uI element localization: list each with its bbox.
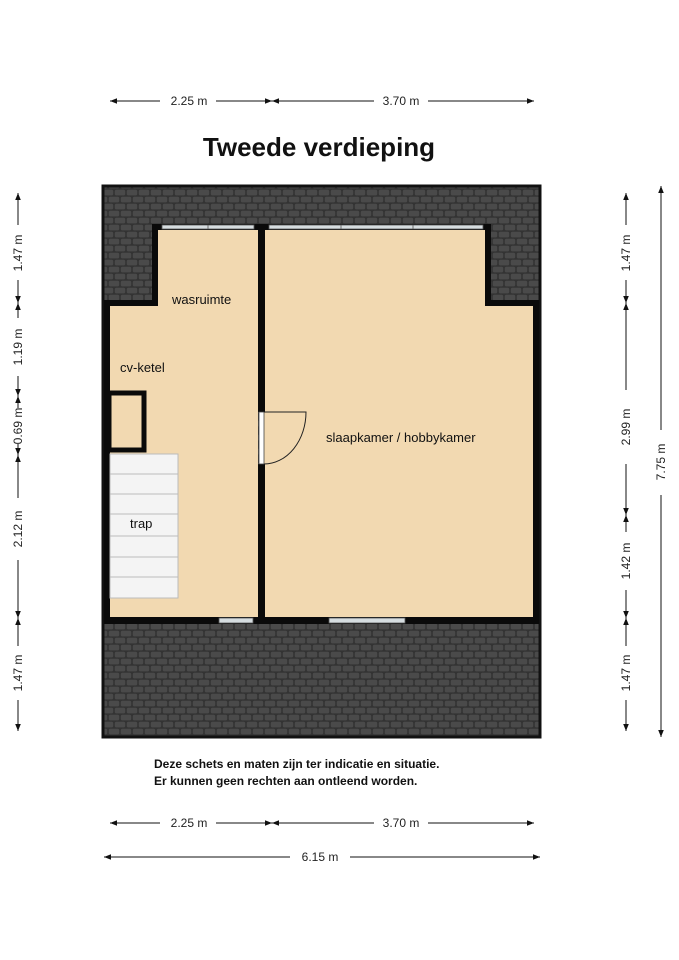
label-cv-ketel: cv-ketel: [120, 360, 165, 375]
dim-right-3: 1.42 m: [619, 542, 633, 580]
dim-right-1: 1.47 m: [619, 234, 633, 272]
dim-bottom-right: 3.70 m: [382, 816, 420, 830]
disclaimer-line-2: Er kunnen geen rechten aan ontleend worden.: [154, 774, 418, 788]
dim-bottom-total: 6.15 m: [301, 850, 339, 864]
label-slaapkamer: slaapkamer / hobbykamer: [326, 430, 476, 445]
label-wasruimte: wasruimte: [172, 292, 232, 307]
dim-right-2: 2.99 m: [619, 408, 633, 446]
dim-left-3: 0.69 m: [11, 407, 25, 445]
label-trap: trap: [130, 516, 153, 531]
dim-top-right: 3.70 m: [382, 94, 420, 108]
disclaimer-line-1: Deze schets en maten zijn ter indicatie en situatie.: [154, 757, 440, 771]
page-title: Tweede verdieping: [202, 132, 436, 162]
dim-right-total: 7.75 m: [654, 443, 668, 481]
dim-top-left: 2.25 m: [170, 94, 208, 108]
dim-left-2: 1.19 m: [11, 328, 25, 366]
cv-ketel-box: [109, 393, 144, 450]
dim-bottom-left: 2.25 m: [170, 816, 208, 830]
dim-left-4: 2.12 m: [11, 510, 25, 548]
dim-right-4: 1.47 m: [619, 654, 633, 692]
dim-left-1: 1.47 m: [11, 234, 25, 272]
dim-left-5: 1.47 m: [11, 654, 25, 692]
